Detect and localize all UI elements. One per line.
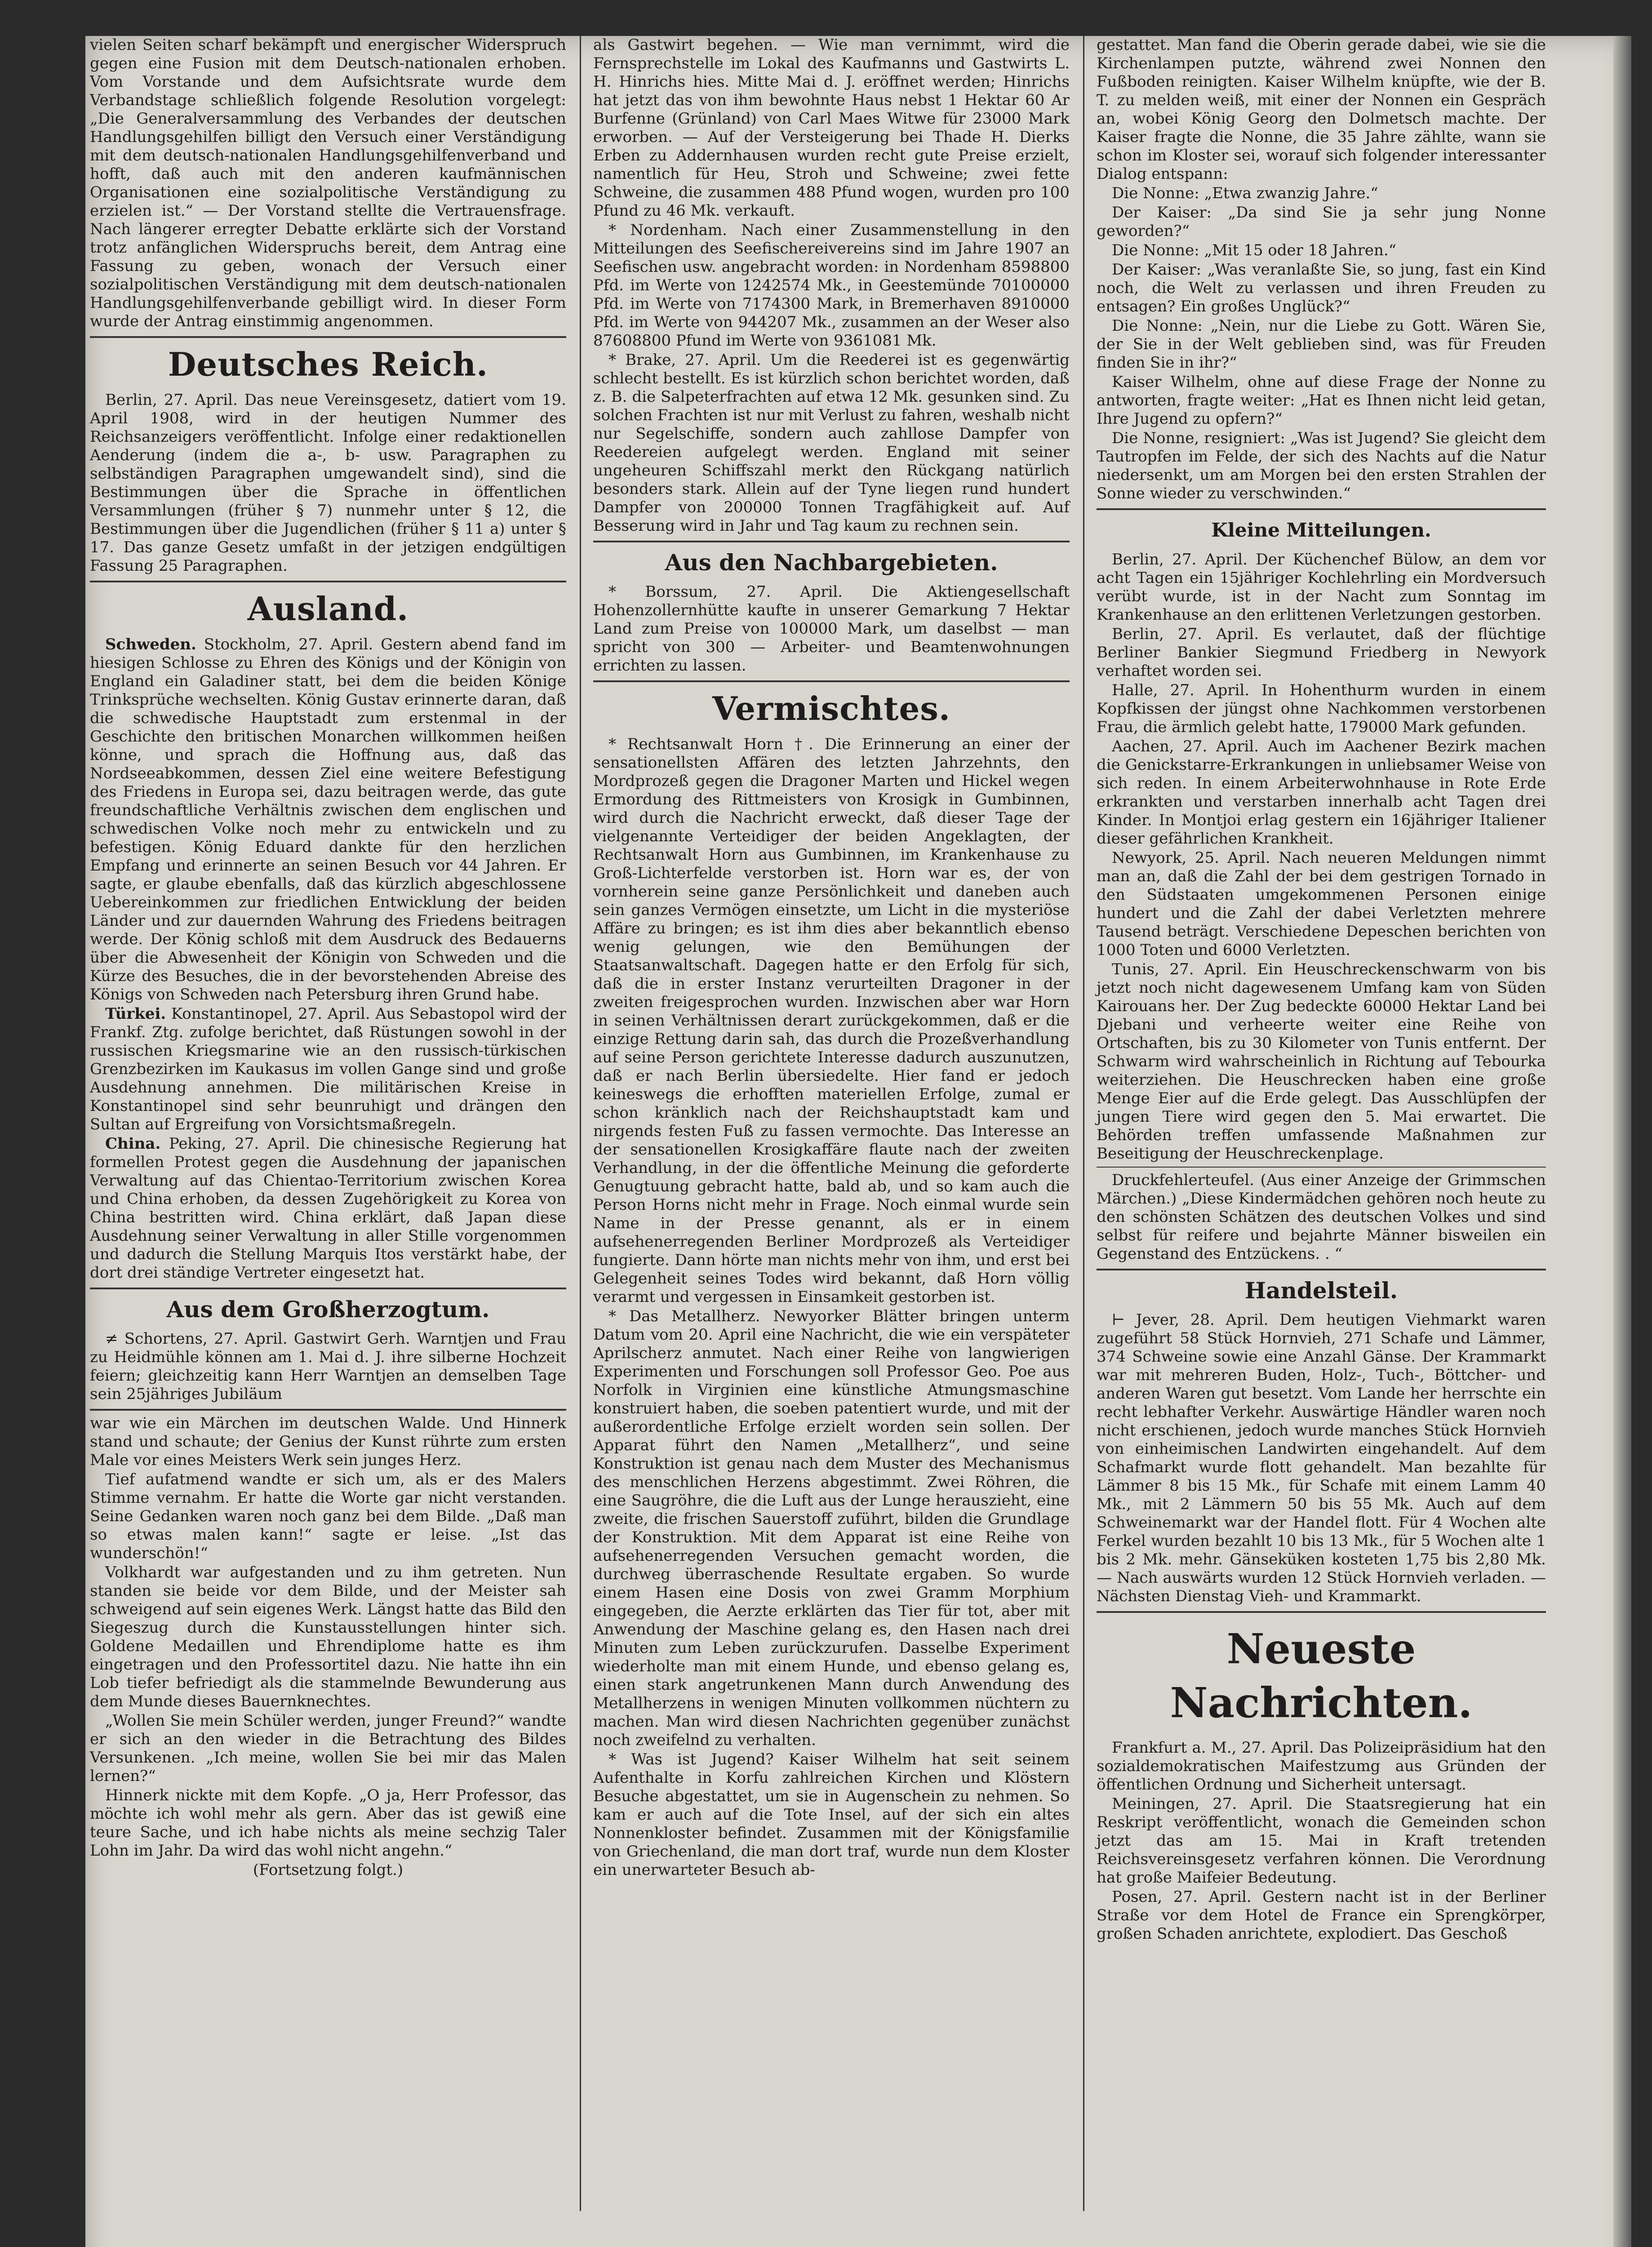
divider — [1097, 1167, 1546, 1168]
article-tuerkei — [90, 1005, 566, 1134]
dialog-line: Der Kaiser: „Da sind Sie ja sehr jung Nonne geworden?“ — [1097, 204, 1546, 240]
news-item: Berlin, 27. April. Der Küchenchef Bülow, an dem vor acht Tagen ein 15jähriger Kochlehrling ein Mordversuch verübt wurde, ist in der Nacht zum Sonntag im Krankenhause an den erlittenen Verletzungen gestorben. — [1097, 551, 1546, 624]
continuation-note: (Fortsetzung folgt.) — [253, 1861, 404, 1879]
column-rule-2 — [1083, 36, 1084, 2211]
article-text: Peking, 27. April. Die chinesische Regierung hat formellen Protest gegen die Ausdehnung der japanischen Verwaltung auf das Chientao-Territorium zwischen Korea und China erhoben, da dessen Zugehörigkeit zu Korea von China bestritten wird. China erklärt, daß Japan diese Ausdehnung seiner Verwaltung in aller Stille vorgenommen und dadurch die Stellung Marquis Itos verstärkt habe, der dort drei ständige Vertreter eingesetzt hat. — [90, 1135, 566, 1282]
article-berlin: Berlin, 27. April. Das neue Vereinsgesetz, datiert vom 19. April 1908, wird in der heutigen Nummer des Reichsanzeigers veröffentlicht. Infolge einer redaktionellen Aenderung (indem die a-, b- usw. Paragraphen zu selbständigen Paragraphen umgewandelt sind), sind die Bestimmungen über die Sprache in öffentlichen Versammlungen (früher § 7) nunmehr unter § 12, die Bestimmungen über die Jugendlichen (früher § 11 a) unter § 17. Das ganze Gesetz umfaßt in der jetzigen endgültigen Fassung 25 Paragraphen. — [90, 391, 566, 575]
divider — [90, 336, 566, 338]
article-druckfehler: Druckfehlerteufel. (Aus einer Anzeige der Grimmschen Märchen.) „Diese Kindermädchen gehören noch heute zu den schönsten Schätzen des deutschen Volkes und sind selbst für reifere und bejahrte Männer bisweilen ein Gegenstand des Entzückens. . “ — [1097, 1171, 1546, 1263]
news-item: Halle, 27. April. In Hohenthurm wurden in einem Kopfkissen der jüngst ohne Nachkommen verstorbenen Frau, die ärmlich gelebt hatte, 179000 Mark gefunden. — [1097, 681, 1546, 736]
page-edge-shadow — [1613, 36, 1631, 2247]
article-label: Schweden. — [105, 635, 196, 653]
article-nordenham: * Nordenham. Nach einer Zusammenstellung in den Mitteilungen des Seefischereivereins sind im Jahre 1907 an Seefischen usw. angebracht worden: in Nordenham 8598800 Pfd. im Werte von 1242574 Mk., in Geestemünde 70100000 Pfd. im Werte von 7174300 Mark, in Bremerhaven 8910000 Pfd. im Werte von 944207 Mk., zusammen an der Weser also 87608800 Pfund im Werte von 9361081 Mk. — [593, 221, 1070, 350]
article-metallherz: * Das Metallherz. Newyorker Blätter bringen unterm Datum vom 20. April eine Nachricht, die wie ein verspäteter Aprilscherz anmutet. Nach einer Reihe von langwierigen Experimenten und Forschungen soll Professor Geo. Poe aus Norfolk in Virginien eine künstliche Atmungsmaschine konstruiert haben, die soeben patentiert wurde, und mit der außerordentliche Erfolge erzielt worden sein sollen. Der Apparat führt den Namen „Metallherz“, und seine Konstruktion ist genau nach dem Muster des Mechanismus des menschlichen Herzens abgestimmt. Zwei Röhren, die eine Saugröhre, die die Luft aus der Lunge herauszieht, eine zweite, die frischen Sauerstoff zuführt, bilden die Grundlage der Konstruktion. Mit dem Apparat ist eine Reihe von aufsehenerregenden Versuchen gemacht worden, die durchweg überraschende Resultate ergaben. So wurde einem Hasen eine Dosis von zwei Gramm Morphium eingegeben, die Aerzte erklärten das Tier für tot, aber mit Anwendung der Maschine gelang es, den Hasen nach drei Minuten zum Leben zurückzurufen. Dasselbe Experiment wiederholte man mit einem Hunde, und ebenso gelang es, einen stark angetrunkenen Mann durch Anwendung des Metallherzens in wenigen Minuten vollkommen nüchtern zu machen. Man wird diesen Nachrichten gegenüber zunächst noch zweifelnd zu verhalten. — [593, 1307, 1070, 1749]
novel-paragraph: war wie ein Märchen im deutschen Walde. Und Hinnerk stand und schaute; der Genius der Kunst rührte zum ersten Male vor eines Meisters Werk sein junges Herz. — [90, 1414, 566, 1469]
news-item: Newyork, 25. April. Nach neueren Meldungen nimmt man an, daß die Zahl der bei dem gestrigen Tornado in den Südstaaten umgekommenen Personen einige hundert und die Zahl der dabei Verletzten mehrere Tausend beträgt. Verschiedene Depeschen berichten von 1000 Toten und 6000 Verletzten. — [1097, 849, 1546, 959]
divider — [1097, 508, 1546, 510]
news-item: Tunis, 27. April. Ein Heuschreckenschwarm von bis jetzt noch nicht dagewesenem Umfang kam von Süden Kairouans her. Der Zug bedeckte 60000 Hektar Land bei Djebani und verheerte weiter eine Reihe von Ortschaften, bis zu 30 Kilometer von Tunis entfernt. Der Schwarm wird wahrscheinlich in Richtung auf Tebourka weiterziehen. Die Heuschrecken haben eine große Menge Eier auf die Erde gelegt. Das Ausschlüpfen der jungen Tiere wird gegen den 5. Mai erwartet. Die Behörden treffen umfassende Maßnahmen zur Beseitigung der Heuschreckenplage. — [1097, 960, 1546, 1163]
divider — [1097, 1611, 1546, 1613]
dialog-line: Die Nonne: „Mit 15 oder 18 Jahren.“ — [1112, 241, 1397, 259]
feuilleton-divider — [90, 1409, 566, 1411]
article-schweden — [90, 635, 566, 1004]
novel-paragraph: Hinnerk nickte mit dem Kopfe. „O ja, Herr Professor, das möchte ich wohl mehr als gern. Aber das ist gewiß eine teure Sache, und ich habe nichts als meine sechzig Taler Lohn im Jahr. Da wird das wohl nicht angehn.“ — [90, 1786, 566, 1860]
news-item: Posen, 27. April. Gestern nacht ist in der Berliner Straße vor dem Hotel de France ein Sprengkörper, großen Schaden anrichtete, explodiert. Das Geschoß — [1097, 1888, 1546, 1943]
divider — [1097, 1269, 1546, 1270]
dialog-line: Die Nonne, resigniert: „Was ist Jugend? Sie gleicht dem Tautropfen im Felde, der sich des Nachts auf die Natur niedersenkt, um am Morgen bei den ersten Strahlen der Sonne wieder zu verschwinden.“ — [1097, 429, 1546, 502]
article-brake: * Brake, 27. April. Um die Reederei ist es gegenwärtig schlecht bestellt. Es ist kürzlich schon berichtet worden, daß z. B. die Salpeterfrachten auf etwa 12 Mk. gesunken sind. Zu solchen Frachten ist nur mit Verlust zu fahren, weshalb nicht nur Segelschiffe, sondern auch zahllose Dampfer von Reedereien aufgelegt werden. England mit seiner ungeheuren Schiffszahl merkt den Rückgang natürlich besonders stark. Allein auf der Tyne liegen rund hundert Dampfer von 200000 Tonnen Tragfähigkeit auf. Auf Besserung wird in Jahr und Tag kaum zu rechnen sein. — [593, 351, 1070, 535]
news-item: Meiningen, 27. April. Die Staatsregierung hat ein Reskript veröffentlicht, wonach die Gemeinden schon jetzt das am 15. Mai in Kraft tretenden Reichsvereinsgesetz verfahren können. Die Verordnung hat große Maifeier Bedeutung. — [1097, 1795, 1546, 1887]
article-text: Stockholm, 27. April. Gestern abend fand im hiesigen Schlosse zu Ehren des Königs und der Königin von England ein Galadiner statt, bei dem die beiden Könige Trinksprüche wechselten. König Gustav erinnerte daran, daß die schwedische Hauptstadt zum erstenmal in der Geschichte den britischen Monarchen willkommen heißen könne, und sprach die Hoffnung aus, daß das Nordseeabkommen, dessen Ziel eine weitere Befestigung des Friedens in Europa sei, dazu beitragen werde, das gute freundschaftliche Verhältnis zwischen dem englischen und schwedischen Volke noch mehr zu entwickeln und zu befestigen. König Eduard dankte für den herzlichen Empfang und erinnerte an seinen Besuch vor 44 Jahren. Er sagte, er glaube ebenfalls, daß das kürzlich abgeschlossene Uebereinkommen zur friedlichen Entwicklung der beiden Länder und zur dauernden Wahrung des Friedens beitragen werde. Der König schloß mit dem Ausdruck des Bedauerns über die Abwesenheit der Königin von Schweden und die Kürze des Besuches, die in der bevorstehenden Abreise des Königs von Schweden nach Petersburg ihren Grund habe. — [90, 635, 567, 1004]
article-jever: ⊢ Jever, 28. April. Dem heutigen Viehmarkt waren zugeführt 58 Stück Hornvieh, 271 Schafe und Lämmer, 374 Schweine sowie eine Anzahl Gänse. Der Krammarkt war mit mehreren Buden, Holz-, Tuch-, Böttcher- und anderen Waren gut besetzt. Vom Lande her herrschte ein recht lebhafter Verkehr. Auswärtige Händler waren noch nicht erschienen, jedoch wurde manches Stück Hornvieh von einheimischen Landwirten eingehandelt. Auf dem Schafmarkt wurde flott gehandelt. Man bezahlte für Lämmer 8 bis 15 Mk., für Schafe mit einem Lamm 40 Mk., mit 2 Lämmern 50 bis 55 Mk. Auch auf dem Schweinemarkt war der Handel flott. Für 4 Wochen alte Ferkel wurden bezahlt 10 bis 13 Mk., für 5 Wochen alte 1 bis 2 Mk. mehr. Gänseküken kosteten 1,75 bis 2,80 Mk. — Nach auswärts wurden 12 Stück Hornvieh verladen. — Nächsten Dienstag Vieh- und Krammarkt. — [1097, 1311, 1546, 1605]
article-china — [90, 1135, 566, 1282]
article-text: Konstantinopel, 27. April. Aus Sebastopol wird der Frankf. Ztg. zufolge berichtet, daß Rüstungen sowohl in der russischen Kriegsmarine wie an den russisch-türkischen Grenzbezirken im Kaukasus im vollen Gange sind und große Ausdehnung annehmen. Die militärischen Kreise in Konstantinopel sind sehr beunruhigt und drängen den Sultan auf Ergreifung von Vorsichtsmaßregeln. — [90, 1005, 566, 1133]
novel-paragraph: „Wollen Sie mein Schüler werden, junger Freund?“ wandte er sich an den wieder in die Betrachtung des Bildes Versunkenen. „Ich meine, wollen Sie bei mir das Malen lernen?“ — [90, 1712, 566, 1785]
dialog-line: Kaiser Wilhelm, ohne auf diese Frage der Nonne zu antworten, fragte weiter: „Hat es Ihnen nicht leid getan, Ihre Jugend zu opfern?“ — [1097, 373, 1546, 428]
article-label: China. — [105, 1135, 161, 1153]
section-heading-ausland: Ausland. — [247, 590, 409, 628]
article-horn: * Rechtsanwalt Horn †. Die Erinnerung an einer der sensationellsten Affären des letzten Jahrzehnts, den Mordprozeß gegen die Dragoner Marten und Hickel wegen Ermordung des Rittmeisters von Krosigk in Gumbinnen, wird durch die Nachricht erweckt, daß dieser Tage der vielgenannte Verteidiger der beiden Angeklagten, der Rechtsanwalt Horn aus Gumbinnen, im Krankenhause zu Groß-Lichterfelde verstorben ist. Horn war es, der von vornherein seine ganze Persönlichkeit und daneben auch sein ganzes Vermögen einsetzte, um Licht in die mysteriöse Affäre zu bringen; es ist ihm dies aber bekanntlich ebenso wenig gelungen, wie den Bemühungen der Staatsanwaltschaft. Dagegen hatte er den Erfolg für sich, daß die in erster Instanz verurteilten Dragoner in der zweiten freigesprochen wurden. Inzwischen aber war Horn in seinen Verhältnissen derart zurückgekommen, daß er die einzige Rettung darin sah, das durch die Prozeßverhandlung auf seine Person gerichtete Interesse dadurch auszunutzen, daß er nach Berlin übersiedelte. Hier fand er jedoch keineswegs die erhofften materiellen Erfolge, zumal er schon kränklich nach der Reichshauptstadt kam und nirgends festen Fuß zu fassen vermochte. Das Interesse an der sensationellen Krosigkaffäre flaute nach der zweiten Verhandlung, in der die öffentliche Meinung die geforderte Genugtuung gebracht hatte, bald ab, und so kam auch die Person Horns nicht mehr in Frage. Noch einmal wurde sein Name in der Presse genannt, als er in einem aufsehenerregenden Berliner Mordprozeß als Verteidiger fungierte. Dann hörte man nichts mehr von ihm, und erst bei Gelegenheit seines Todes wird bekannt, daß Horn völlig verarmt und vergessen in Einsamkeit gestorben ist. — [593, 735, 1070, 1306]
divider — [90, 581, 566, 582]
article-intro: gestattet. Man fand die Oberin gerade dabei, wie sie die Kirchenlampen putzte, während zwei Nonnen den Fußboden reinigten. Kaiser Wilhelm knüpfte, wie der B. T. zu melden weiß, mit einer der Nonnen ein Gespräch an, wobei König Georg den Dolmetsch machte. Der Kaiser fragte die Nonne, die 35 Jahre zählte, wann sie schon im Kloster sei, worauf sich folgender interessanter Dialog entspann: — [1097, 36, 1546, 183]
divider — [90, 1288, 566, 1289]
novel-paragraph: Tief aufatmend wandte er sich um, als er des Malers Stimme vernahm. Er hatte die Worte gar nicht verstanden. Seine Gedanken waren noch ganz bei dem Bilde. „Daß man so etwas malen kann!“ sagte er leise. „Ist das wunderschön!“ — [90, 1470, 566, 1562]
column-rule-1 — [580, 36, 581, 2211]
section-heading-neueste-nachrichten: Neueste Nachrichten. — [1170, 1625, 1473, 1727]
news-item: Aachen, 27. April. Auch im Aachener Bezirk machen die Genickstarre-Erkrankungen in unliebsamer Weise von sich reden. In einem Arbeiterwohnhause in Rote Erde erkrankten und verstarben innerhalb acht Tagen drei Kinder. In Montjoi erlag gestern ein 16jähriger Italiener dieser gefährlichen Krankheit. — [1097, 737, 1546, 848]
article-intro: als Gastwirt begehen. — Wie man vernimmt, wird die Fernsprechstelle im Lokal des Kaufmanns und Gastwirts L. H. Hinrichs hies. Mitte Mai d. J. eröffnet werden; Hinrichs hat jetzt das von ihm bewohnte Haus nebst 1 Hektar 60 Ar Burfenne (Grünland) von Carl Maes Witwe für 23000 Mark erworben. — Auf der Versteigerung bei Thade H. Dierks Erben zu Addernhausen wurden recht gute Preise erzielt, namentlich für Heu, Stroh und Schweine; zwei fette Schweine, die zusammen 488 Pfund wogen, wurden pro 100 Pfund zu 46 Mk. verkauft. — [593, 36, 1070, 220]
dialog-line: Die Nonne: „Nein, nur die Liebe zu Gott. Wären Sie, der Sie in der Welt geblieben sind, was für Freuden finden Sie in ihr?“ — [1097, 317, 1546, 372]
column-1 — [90, 36, 566, 1880]
section-heading-grossherzogtum: Aus dem Großherzogtum. — [166, 1296, 490, 1323]
article-borssum: * Borssum, 27. April. Die Aktiengesellschaft Hohenzollernhütte kaufte in unserer Gemarkung 7 Hektar Land zum Preise von 100000 Mark, um daselbst — man spricht von 300 — Arbeiter- und Beamtenwohnungen errichten zu lassen. — [593, 583, 1070, 675]
section-heading-vermischtes: Vermischtes. — [712, 689, 950, 728]
novel-paragraph: Volkhardt war aufgestanden und zu ihm getreten. Nun standen sie beide vor dem Bilde, und der Meister sah schweigend auf sein eigenes Werk. Längst hatte das Bild den Siegeszug durch die Kunstausstellungen hinter sich. Goldene Medaillen und Ehrendiplome hatte es ihm eingetragen und den Professortitel dazu. Nie hatte ihn ein Lob tiefer befriedigt als die stammelnde Bewunderung aus dem Munde dieses Bauernknechtes. — [90, 1563, 566, 1710]
column-3 — [1097, 36, 1546, 1944]
news-item: Berlin, 27. April. Es verlautet, daß der flüchtige Berliner Bankier Siegmund Friedberg in Newyork verhaftet worden sei. — [1097, 625, 1546, 680]
article-label: Türkei. — [105, 1005, 166, 1023]
section-heading-nachbargebiete: Aus den Nachbargebieten. — [665, 549, 998, 576]
section-heading-kleine-mitteilungen: Kleine Mitteilungen. — [1211, 519, 1431, 541]
article-schortens: ≠ Schortens, 27. April. Gastwirt Gerh. Warntjen und Frau zu Heidmühle können am 1. Mai d. J. ihre silberne Hochzeit feiern; gleichzeitig kann Herr Warntjen an demselben Tage sein 25jähriges Jubiläum — [90, 1330, 566, 1403]
article-jugend: * Was ist Jugend? Kaiser Wilhelm hat seit seinem Aufenthalte in Korfu zahlreichen Kirchen und Klöstern Besuche abgestattet, um sie in Augenschein zu nehmen. So kam er auch auf die Tote Insel, auf der sich ein altes Nonnenkloster befindet. Zusammen mit der Königsfamilie von Griechenland, die man dort traf, wurde nun dem Kloster ein unerwarteter Besuch ab- — [593, 1750, 1070, 1879]
news-item: Frankfurt a. M., 27. April. Das Polizeipräsidium hat den sozialdemokratischen Maifestzumg aus Gründen der öffentlichen Ordnung und Sicherheit untersagt. — [1097, 1739, 1546, 1794]
section-heading-deutsches-reich: Deutsches Reich. — [168, 345, 488, 383]
section-heading-handelsteil: Handelsteil. — [1244, 1277, 1398, 1304]
divider — [593, 541, 1070, 542]
dialog-line: Die Nonne: „Etwa zwanzig Jahre.“ — [1112, 184, 1378, 202]
column-2 — [593, 36, 1070, 1880]
divider — [593, 680, 1070, 682]
article-intro: vielen Seiten scharf bekämpft und energischer Widerspruch gegen eine Fusion mit dem Deutsch-nationalen erhoben. Vom Vorstande und dem Aufsichtsrate wurde dem Verbandstage schließlich folgende Resolution vorgelegt: „Die Generalversammlung des Verbandes der deutschen Handlungsgehilfen billigt den Versuch einer Verständigung mit dem deutsch-nationalen Handlungsgehilfenverband und hofft, daß auch mit den anderen kaufmännischen Organisationen eine sozialpolitische Verständigung zu erzielen ist.“ — Der Vorstand stellte die Vertrauensfrage. Nach längerer erregter Debatte erklärte sich der Vorstand trotz anfänglichen Widerspruchs bereit, dem Antrag eine Fassung zu geben, wonach der Versuch einer sozialpolitischen Verständigung mit dem deutsch-nationalen Handlungsgehilfenverbande gebilligt wird. In dieser Form wurde der Antrag einstimmig angenommen. — [90, 36, 566, 330]
dialog-line: Der Kaiser: „Was veranlaßte Sie, so jung, fast ein Kind noch, die Welt zu verlassen und ihren Freuden zu entsagen? Ein großes Unglück?“ — [1097, 261, 1546, 315]
